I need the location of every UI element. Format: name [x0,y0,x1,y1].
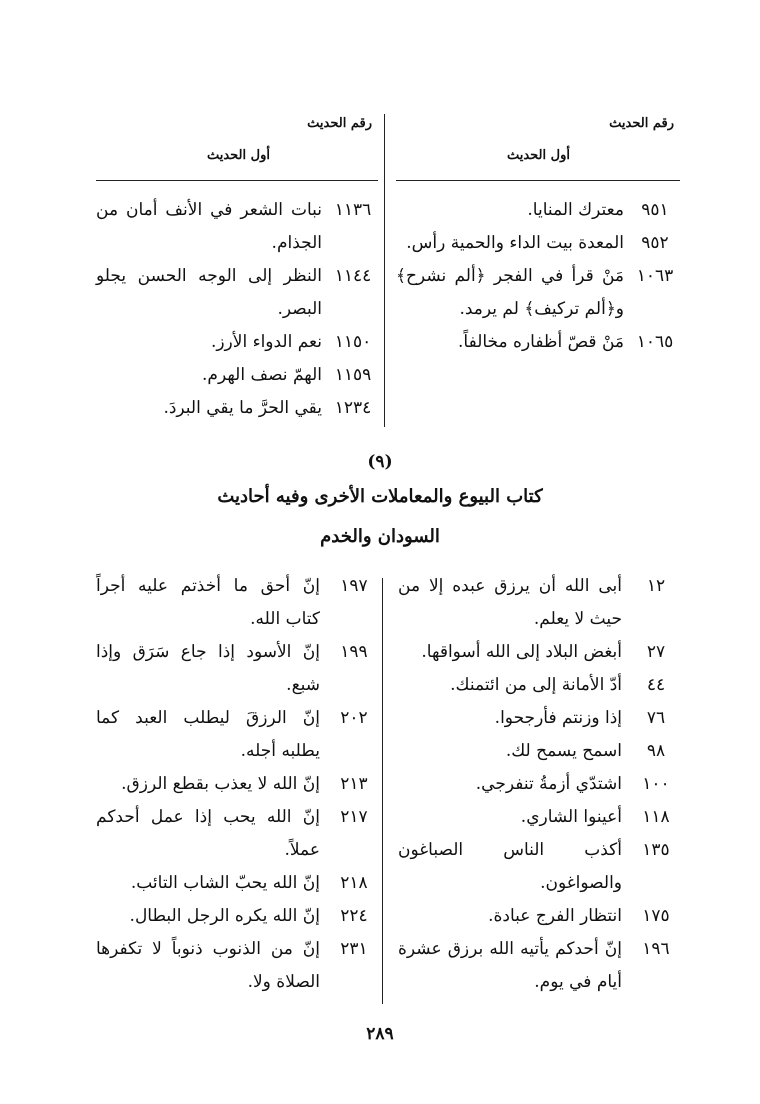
page-number: ٢٨٩ [366,1024,394,1044]
index-row [96,326,378,359]
hadith-number: ١٢ [646,576,666,596]
hadith-number: ٢٢٤ [340,906,368,926]
list-item [398,801,680,834]
list-item [96,570,378,636]
hadith-text: المعدة بيت الداء والحمية رأس. [406,233,624,253]
hadith-number: ٢٣١ [340,939,368,959]
hadith-number: ٢١٨ [340,873,368,893]
hadith-text: إنّ أحق ما أخذتم عليه أجراً كتاب الله. [96,576,320,629]
column-header-first: أول الحديث [206,148,270,163]
hadith-number: ١١٣٦ [334,200,372,220]
index-row [396,326,680,359]
hadith-column-right [398,570,680,999]
column-divider [382,578,383,1004]
list-item [398,768,680,801]
list-item [96,933,378,999]
list-item [398,669,680,702]
hadith-number: ١٠٠ [642,774,670,794]
list-item [96,636,378,702]
hadith-text: إنّ من الذنوب ذنوباً لا تكفرها الصلاة ولا. [96,939,320,992]
index-row [96,359,378,392]
list-item [96,768,378,801]
hadith-text: إنّ الله يحبّ الشاب التائب. [130,873,320,893]
list-item [96,867,378,900]
hadith-number: ١٩٧ [340,576,368,596]
hadith-number: ١٣٥ [642,840,670,860]
hadith-number: ١٩٩ [340,642,368,662]
hadith-number: ٢١٧ [340,807,368,827]
column-header-number: رقم الحديث [609,116,674,131]
hadith-list [96,570,680,1020]
index-row [396,260,680,326]
list-item [398,702,680,735]
hadith-text: أدّ الأمانة إلى من ائتمنك. [450,675,622,695]
hadith-column-left [96,570,378,999]
hadith-text: أعينوا الشاري. [520,807,622,827]
column-header-first: أول الحديث [506,148,570,163]
section-subtitle: السودان والخدم [320,526,440,547]
hadith-text: النظر إلى الوجه الحسن يجلو البصر. [96,266,322,319]
hadith-number: ١٢٣٤ [334,398,372,418]
index-row [96,260,378,326]
header-rule [396,180,680,181]
hadith-number: ٢٠٢ [340,708,368,728]
hadith-text: إنّ الله لا يعذب بقطع الرزق. [121,774,320,794]
list-item [398,834,680,900]
index-table [96,112,680,427]
hadith-number: ٧٦ [646,708,666,728]
hadith-number: ٩٨ [646,741,666,761]
hadith-number: ١٠٦٣ [636,266,674,286]
hadith-text: نعم الدواء الأرز. [210,332,322,352]
list-item [96,801,378,867]
list-item [398,735,680,768]
hadith-number: ٩٥١ [641,200,669,220]
header-rule [96,180,378,181]
hadith-text: انتظار الفرج عبادة. [488,906,622,926]
hadith-text: اسمح يسمح لك. [505,741,622,761]
hadith-text: إنّ الأسود إذا جاع سَرَق وإذا شبع. [96,642,320,695]
list-item [96,900,378,933]
column-divider [384,114,385,427]
section-number: (٩) [367,452,393,472]
hadith-text: إنّ الله يكره الرجل البطال. [129,906,320,926]
hadith-text: إنّ الرزقَ ليطلب العبد كما يطلبه أجله. [96,708,320,761]
hadith-text: إنّ الله يحب إذا عمل أحدكم عملاً. [96,807,320,860]
hadith-text: أكذب الناس الصباغون والصواغون. [398,840,622,893]
hadith-text: الهمّ نصف الهرم. [202,365,322,385]
hadith-number: ١٧٥ [642,906,670,926]
column-header-number: رقم الحديث [307,116,372,131]
hadith-number: ١٠٦٥ [636,332,674,352]
hadith-text: مَنْ قصّ أظفاره مخالفاً. [458,332,624,352]
hadith-number: ٤٤ [646,675,666,695]
hadith-number: ١١٥٠ [334,332,372,352]
hadith-number: ١٩٦ [642,939,670,959]
index-column-left [96,112,378,427]
list-item [96,702,378,768]
hadith-text: إذا وزنتم فأرجحوا. [494,708,622,728]
hadith-text: نبات الشعر في الأنف أمان من الجذام. [96,200,322,253]
hadith-number: ١١٨ [642,807,670,827]
list-item [398,570,680,636]
hadith-number: ٢٧ [646,642,666,662]
list-item [398,933,680,999]
hadith-number: ١١٤٤ [334,266,372,286]
hadith-text: إنّ أحدكم يأتيه الله برزق عشرة أيام في يوم. [398,939,622,992]
hadith-text: أبى الله أن يرزق عبده إلا من حيث لا يعلم. [398,576,622,629]
hadith-number: ١١٥٩ [334,365,372,385]
hadith-text: أبغض البلاد إلى الله أسواقها. [421,642,622,662]
index-row [396,227,680,260]
hadith-text: يقي الحرَّ ما يقي البردَ. [163,398,322,418]
index-row [396,194,680,227]
list-item [398,900,680,933]
hadith-text: اشتدّي أزمةُ تنفرجي. [475,774,622,794]
hadith-number: ٢١٣ [340,774,368,794]
index-row [96,194,378,260]
list-item [398,636,680,669]
index-column-right [396,112,680,427]
section-title: كتاب البيوع والمعاملات الأخرى وفيه أحاديث [217,486,543,507]
index-row [96,392,378,425]
hadith-text: مَنْ قرأ في الفجر ﴿ألم نشرح﴾ و﴿ألم تركيف﴾ لم يرمد. [396,266,624,319]
hadith-number: ٩٥٢ [641,233,669,253]
hadith-text: معترك المنايا. [527,200,624,220]
